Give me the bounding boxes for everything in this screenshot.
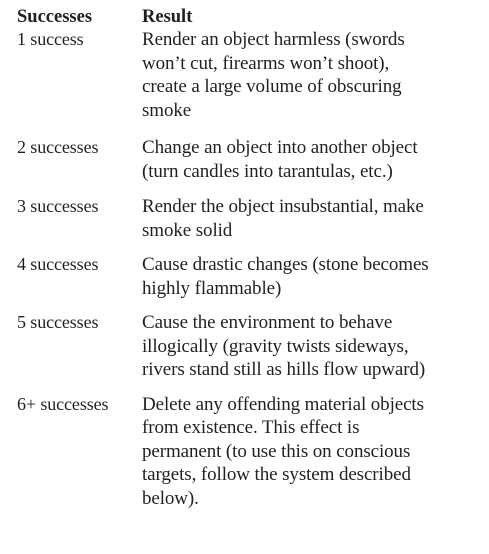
successes-cell: 6+ successes bbox=[17, 393, 109, 414]
result-line: rivers stand still as hills flow upward) bbox=[142, 359, 426, 380]
table-header bbox=[0, 6, 489, 28]
result-line: Cause drastic changes (stone becomes bbox=[142, 254, 429, 275]
result-line: from existence. This effect is bbox=[142, 417, 360, 438]
result-line: smoke bbox=[142, 99, 192, 121]
result-cell bbox=[142, 253, 477, 300]
result-cell bbox=[142, 28, 477, 122]
table-row bbox=[0, 393, 489, 511]
header-successes: Successes bbox=[17, 7, 93, 27]
table-row bbox=[0, 253, 489, 300]
result-line: Change an object into another object bbox=[142, 137, 418, 158]
result-line: won’t cut, firearms won’t shoot), bbox=[142, 52, 390, 74]
result-line: below). bbox=[142, 487, 199, 509]
table-row bbox=[0, 311, 489, 382]
result-line: Render the object insubstantial, make bbox=[142, 196, 424, 217]
result-line: Render an object harmless (swords bbox=[142, 29, 405, 50]
result-line: highly flammable) bbox=[142, 277, 282, 299]
result-line: targets, follow the system described bbox=[142, 464, 411, 485]
successes-cell: 1 success bbox=[17, 29, 84, 49]
result-line: Cause the environment to behave bbox=[142, 312, 393, 333]
successes-cell: 2 successes bbox=[17, 137, 99, 157]
result-line: permanent (to use this on conscious bbox=[142, 440, 411, 462]
result-line: (turn candles into tarantulas, etc.) bbox=[142, 160, 393, 182]
result-line: smoke solid bbox=[142, 219, 233, 241]
result-cell bbox=[142, 195, 477, 242]
result-line: Delete any offending material objects bbox=[142, 393, 424, 415]
successes-cell: 4 successes bbox=[17, 254, 99, 274]
successes-cell: 5 successes bbox=[17, 312, 99, 332]
header-result: Result bbox=[142, 7, 193, 27]
result-cell bbox=[142, 136, 477, 183]
table-row bbox=[0, 28, 489, 122]
successes-cell: 3 successes bbox=[17, 196, 99, 216]
result-line: create a large volume of obscuring bbox=[142, 76, 402, 97]
result-cell bbox=[142, 311, 477, 382]
result-line: illogically (gravity twists sideways, bbox=[142, 335, 409, 357]
table-row bbox=[0, 195, 489, 242]
result-cell bbox=[142, 393, 477, 511]
table-row bbox=[0, 136, 489, 183]
